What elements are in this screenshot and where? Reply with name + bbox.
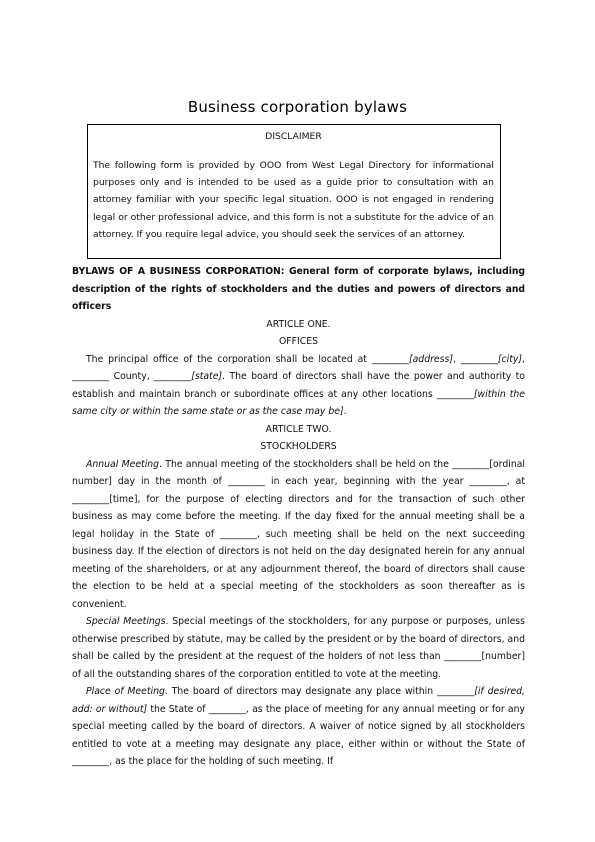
bylaws-intro: BYLAWS OF A BUSINESS CORPORATION: General form of corporate bylaws, including description of the rights of stockholders and the duties and powers of directors and officers [72,266,525,312]
annual-meeting-paragraph: Annual Meeting. The annual meeting of the stockholders shall be held on the ________[ordinal number] day in the month of ________ in each year, beginning with the year ________, at ________[time], for the purpose of electing directors and for the transaction of such other business as may come before the meeting. If the day fixed for the annual meeting shall be a legal holiday in the State of ________, such meeting shall be held on the next succeeding business day. If the election of directors is not held on the day designated herein for any annual meeting of the shareholders, or at any adjournment thereof, the board of directors shall cause the election to be held at a special meeting of the stockholders as soon thereafter as is convenient. [72,458,525,610]
special-meetings-paragraph: Special Meetings. Special meetings of the stockholders, for any purpose or purposes, unless otherwise prescribed by statute, may be called by the president or by the board of directors, and shall be called by the president at the request of the holders of not less than ________[number] of all the outstanding shares of the corporation entitled to vote at the meeting. [72,616,525,680]
article-one-number: ARTICLE ONE. [266,318,331,330]
article-two-name: STOCKHOLDERS [260,441,337,452]
special-meetings-heading: Special Meetings [86,616,166,627]
annual-meeting-heading: Annual Meeting [86,458,160,470]
place-of-meeting-heading: Place of Meeting [86,686,165,697]
disclaimer-box [87,124,501,259]
document-body [72,263,525,771]
article-one-name: OFFICES [278,336,319,347]
place-of-meeting-paragraph: Place of Meeting. The board of directors may designate any place within ________[if desired, add: or without] the State of ________, as the place of meeting for any annual meeting or for any special meeting called by the board of directors. A waiver of notice signed by all stockholders entitled to vote at a meeting may designate any place, either within or without the State of ________, as the place for the holding of such meeting. If [72,686,526,767]
article-two-number: ARTICLE TWO. [265,423,332,435]
disclaimer-text: The following form is provided by OOO from West Legal Directory for informational purposes only and is intended to be used as a guide prior to consultation with an attorney familiar with your specific legal situation. OOO is not engaged in rendering legal or other professional advice, and this form is not a substitute for the advice of an attorney. If you require legal advice, you should seek the services of an attorney. [93,160,494,240]
disclaimer-heading: DISCLAIMER [265,131,322,142]
offices-paragraph: The principal office of the corporation shall be located at ________[address], ________[city], ________ County, ________[state]. The board of directors shall have the power and authority to establish and maintain branch or subordinate offices at any other locations ________[within the same city or within the same state or as the case may be]. [72,353,525,417]
document-title: Business corporation bylaws [187,98,408,116]
